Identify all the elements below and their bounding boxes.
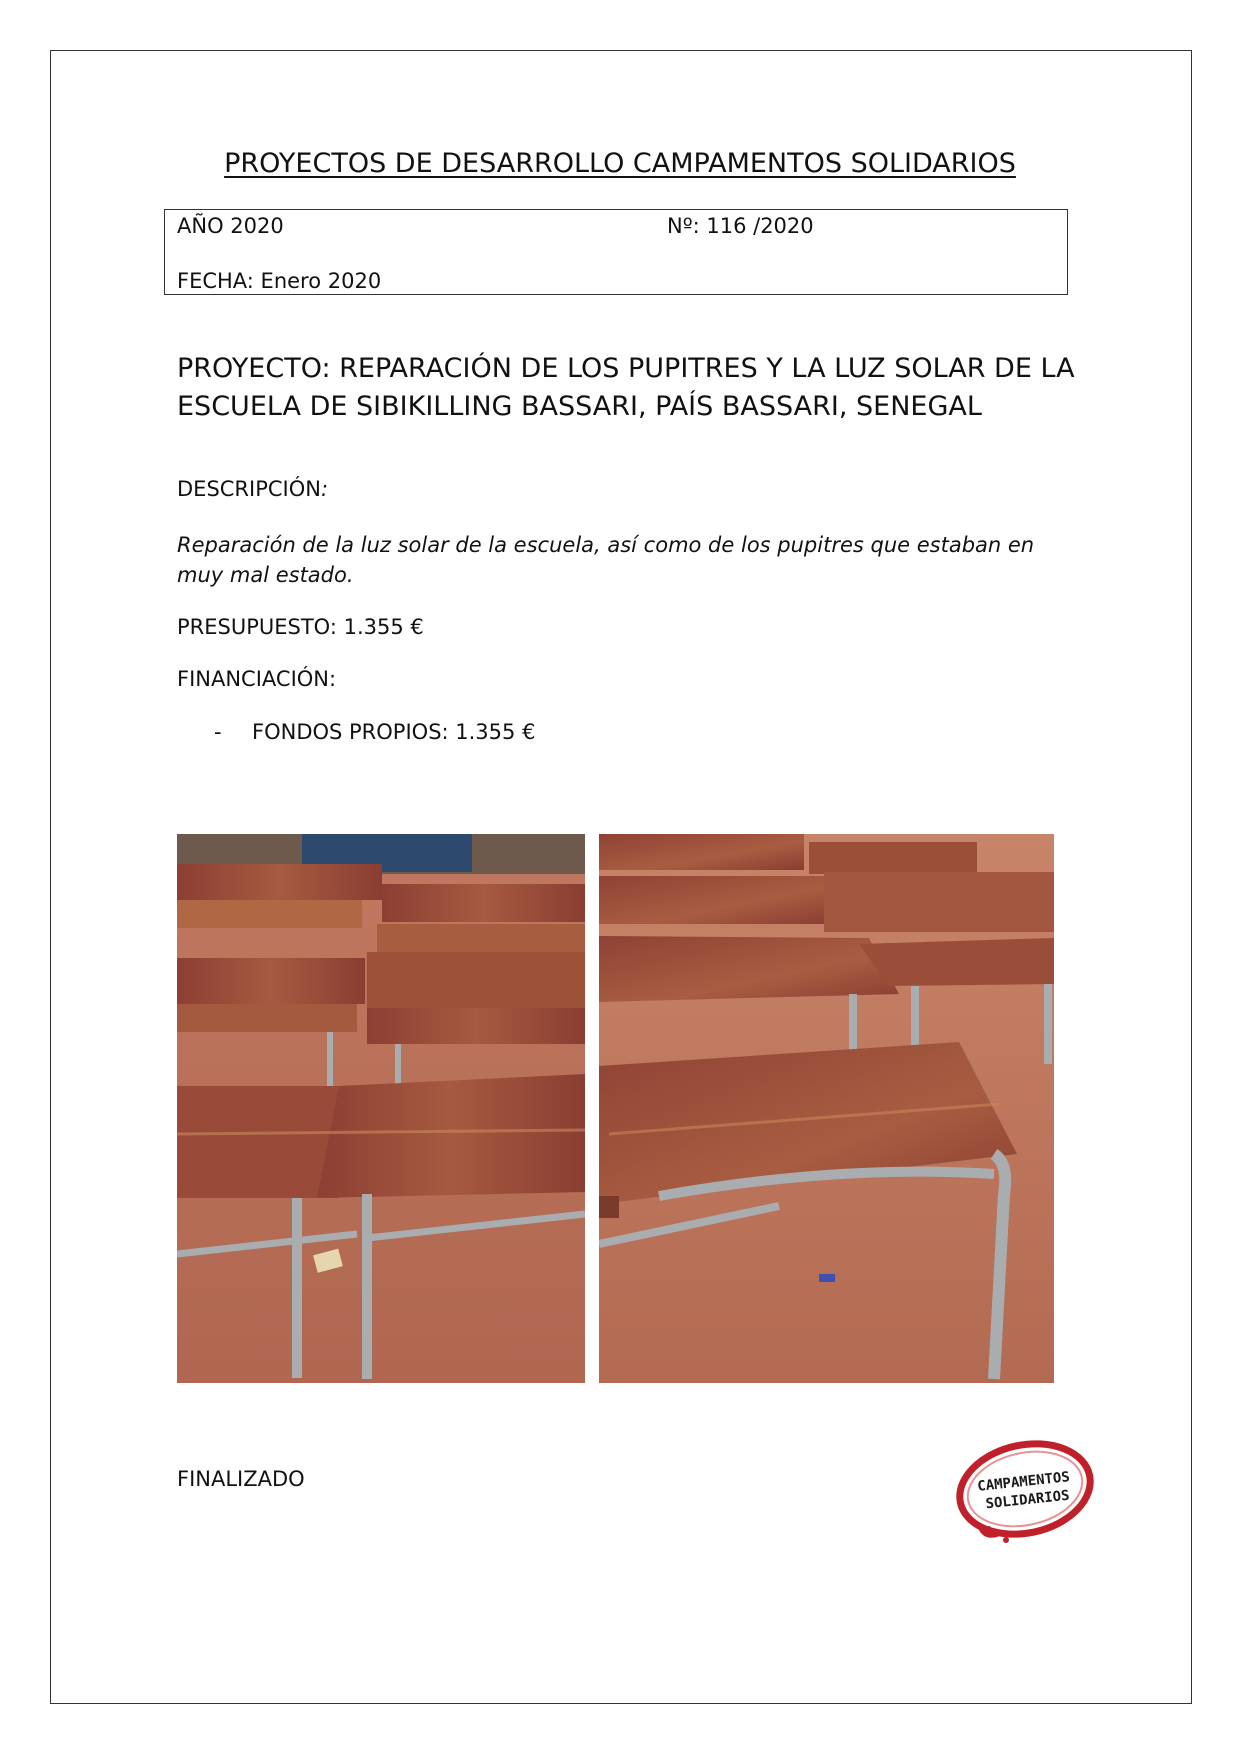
funding-label: FINANCIACIÓN: <box>177 667 337 691</box>
budget-line: PRESUPUESTO: 1.355 € <box>177 615 424 639</box>
description-label <box>177 477 328 501</box>
status-label: FINALIZADO <box>177 1467 305 1491</box>
document-title: PROYECTOS DE DESARROLLO CAMPAMENTOS SOLIDARIOS <box>224 148 1016 179</box>
funding-item <box>214 720 535 744</box>
campamentos-solidarios-logo <box>948 1432 1098 1550</box>
desks-photo-right <box>599 834 1054 1383</box>
funding-item-text: FONDOS PROPIOS: 1.355 € <box>252 720 536 744</box>
funding-bullet: - <box>214 720 222 744</box>
description-label-colon: : <box>320 477 329 501</box>
project-title: PROYECTO: REPARACIÓN DE LOS PUPITRES Y LA LUZ SOLAR DE LA ESCUELA DE SIBIKILLING BASSARI, PAÍS BASSARI, SENEGAL <box>177 353 1075 422</box>
info-box <box>164 209 1068 295</box>
date-field: FECHA: Enero 2020 <box>177 269 382 293</box>
project-number-field: Nº: 116 /2020 <box>667 214 814 238</box>
logo-line2: SOLIDARIOS <box>984 1487 1071 1513</box>
year-field: AÑO 2020 <box>177 214 284 238</box>
description-text: Reparación de la luz solar de la escuela, así como de los pupitres que estaban en muy mal estado. <box>177 533 1035 587</box>
description-label-text: DESCRIPCIÓN <box>177 477 321 501</box>
desks-photo-left <box>177 834 585 1383</box>
logo-line1: CAMPAMENTOS <box>976 1469 1071 1495</box>
